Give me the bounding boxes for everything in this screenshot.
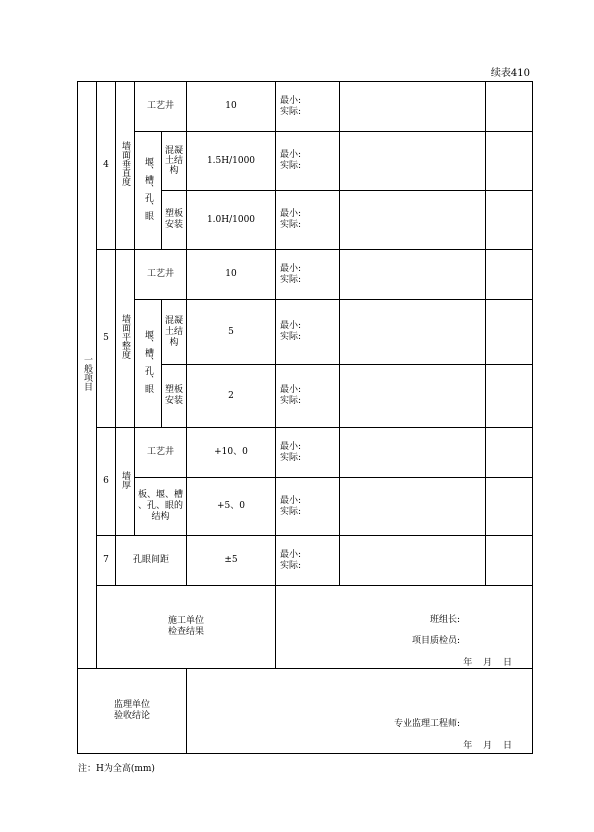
row-label: 孔眼间距	[116, 536, 187, 586]
measurement-entry[interactable]	[340, 250, 486, 300]
construction-section	[78, 586, 533, 669]
table-row	[78, 132, 533, 191]
measurement-entry[interactable]	[340, 365, 486, 428]
measurement-cell: 最小: 实际:	[276, 478, 340, 536]
row-label: 塑板安装	[162, 365, 187, 428]
team-leader-label: 班组长:	[429, 615, 460, 625]
supervision-result[interactable]	[187, 669, 533, 754]
row-label: 工艺井	[135, 428, 187, 478]
item-name-cell: 墙面垂直度	[116, 82, 135, 250]
item-no-cell: 4	[97, 82, 116, 250]
tolerance-value: +5、0	[187, 478, 276, 536]
row-label: 混凝土结构	[162, 132, 187, 191]
footnote: 注：H为全高(mm)	[78, 764, 155, 774]
tolerance-value: 2	[187, 365, 276, 428]
measurement-entry[interactable]	[340, 300, 486, 365]
measurement-cell: 最小: 实际:	[276, 300, 340, 365]
engineer-label: 专业监理工程师:	[393, 719, 460, 729]
measurement-cell: 最小: 实际:	[276, 82, 340, 132]
remark-entry[interactable]	[486, 300, 533, 365]
remark-entry[interactable]	[486, 428, 533, 478]
tolerance-value: 1.0H/1000	[187, 191, 276, 250]
date-label: 年 月 日	[463, 741, 512, 751]
date-label: 年 月 日	[463, 658, 512, 668]
item-no-cell: 7	[97, 536, 116, 586]
sub-group-cell: 堰、槽、孔、眼	[135, 300, 162, 428]
measurement-entry[interactable]	[340, 478, 486, 536]
tolerance-value: +10、0	[187, 428, 276, 478]
table-row	[78, 478, 533, 536]
remark-entry[interactable]	[486, 82, 533, 132]
supervision-title: 监理单位 验收结论	[78, 669, 187, 754]
remark-entry[interactable]	[486, 250, 533, 300]
inspector-label: 项目质检员:	[411, 636, 460, 646]
measurement-entry[interactable]	[340, 536, 486, 586]
measurement-cell: 最小: 实际:	[276, 191, 340, 250]
item-no-cell: 6	[97, 428, 116, 536]
remark-entry[interactable]	[486, 132, 533, 191]
table-row	[78, 536, 533, 586]
category-cell: 一般项目	[78, 82, 97, 669]
remark-entry[interactable]	[486, 365, 533, 428]
measurement-entry[interactable]	[340, 428, 486, 478]
construction-result[interactable]	[276, 586, 533, 669]
measurement-entry[interactable]	[340, 132, 486, 191]
measurement-entry[interactable]	[340, 82, 486, 132]
measurement-cell: 最小: 实际:	[276, 536, 340, 586]
measurement-cell: 最小: 实际:	[276, 250, 340, 300]
measurement-cell: 最小: 实际:	[276, 428, 340, 478]
remark-entry[interactable]	[486, 478, 533, 536]
supervision-section	[78, 669, 533, 754]
tolerance-value: 5	[187, 300, 276, 365]
item-name-cell: 墙厚	[116, 428, 135, 536]
row-label: 板、堰、槽 、孔、眼的 结构	[135, 478, 187, 536]
sub-group-cell: 堰、槽、孔、眼	[135, 132, 162, 250]
measurement-cell: 最小: 实际:	[276, 365, 340, 428]
construction-title: 施工单位 检查结果	[97, 586, 276, 669]
tolerance-value: 10	[187, 250, 276, 300]
table-row	[78, 82, 533, 132]
measurement-cell: 最小: 实际:	[276, 132, 340, 191]
table-row	[78, 428, 533, 478]
item-name-cell: 墙面平整度	[116, 250, 135, 428]
row-label: 工艺井	[135, 82, 187, 132]
row-label: 混凝土结构	[162, 300, 187, 365]
tolerance-value: 10	[187, 82, 276, 132]
tolerance-value: 1.5H/1000	[187, 132, 276, 191]
tolerance-value: ±5	[187, 536, 276, 586]
table-row	[78, 300, 533, 365]
item-no-cell: 5	[97, 250, 116, 428]
measurement-entry[interactable]	[340, 191, 486, 250]
table-row	[78, 250, 533, 300]
inspection-table	[77, 81, 533, 754]
row-label: 塑板安装	[162, 191, 187, 250]
row-label: 工艺井	[135, 250, 187, 300]
sheet-label: 续表410	[490, 68, 530, 79]
remark-entry[interactable]	[486, 191, 533, 250]
remark-entry[interactable]	[486, 536, 533, 586]
